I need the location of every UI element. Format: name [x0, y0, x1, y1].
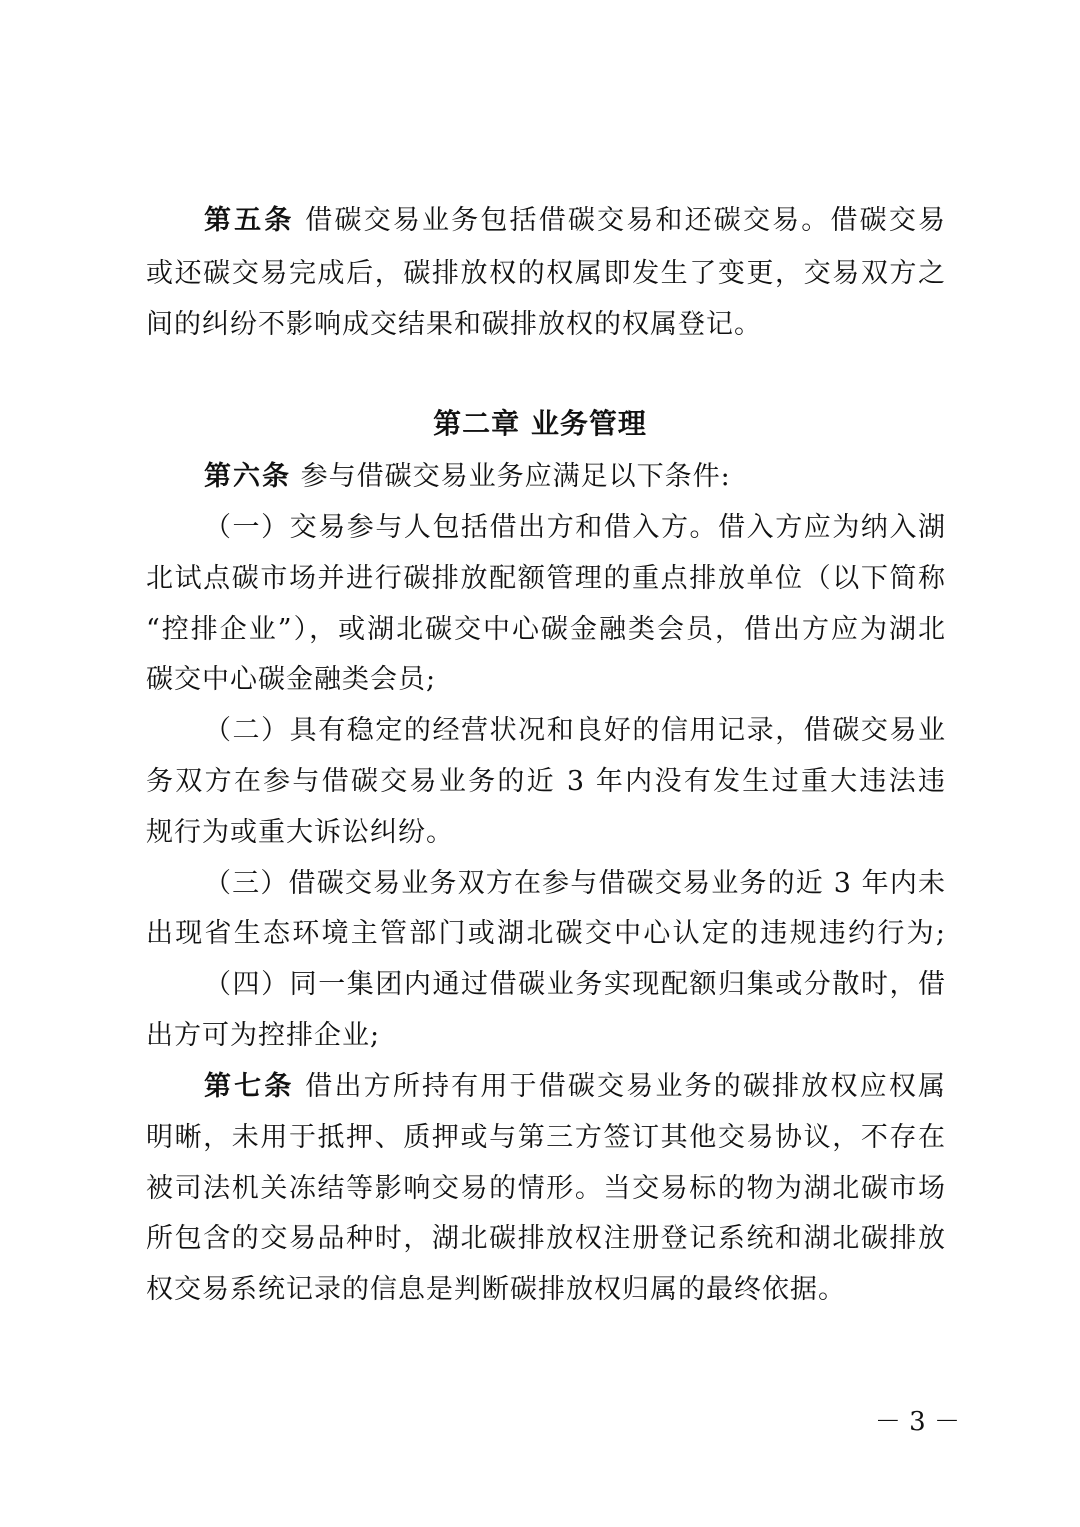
article6-item3-line-1: （三）借碳交易业务双方在参与借碳交易业务的近 3 年内未 [204, 868, 946, 899]
chapter-heading: 第二章 业务管理 [433, 407, 647, 440]
article7-label: 第七条 [204, 1071, 295, 1102]
article5-text-1: 借碳交易业务包括借碳交易和还碳交易。借碳交易 [305, 205, 946, 236]
article7-line-2: 明晰，未用于抵押、质押或与第三方签订其他交易协议，不存在 [146, 1122, 946, 1153]
article6-item4-line-1: （四）同一集团内通过借碳业务实现配额归集或分散时，借 [204, 969, 946, 1000]
article7-line-5: 权交易系统记录的信息是判断碳排放权归属的最终依据。 [146, 1274, 846, 1305]
article6-item1-line-3: “控排企业”），或湖北碳交中心碳金融类会员，借出方应为湖北 [146, 614, 946, 645]
article6-line-1 [204, 457, 946, 497]
article6-item3-line-2: 出现省生态环境主管部门或湖北碳交中心认定的违规违约行为; [146, 918, 946, 949]
article6-item1-line-2: 北试点碳市场并进行碳排放配额管理的重点排放单位（以下简称 [146, 563, 946, 594]
article6-label: 第六条 [204, 461, 291, 492]
article5-line-2: 或还碳交易完成后，碳排放权的权属即发生了变更，交易双方之 [146, 258, 946, 289]
article6-item2-line-3: 规行为或重大诉讼纠纷。 [146, 817, 454, 848]
article7-line-1 [204, 1067, 946, 1107]
article5-line-1 [204, 201, 946, 241]
article6-intro: 参与借碳交易业务应满足以下条件: [300, 461, 731, 492]
page-number: － 3 － [874, 1407, 960, 1437]
article7-text-1: 借出方所持有用于借碳交易业务的碳排放权应权属 [305, 1071, 946, 1102]
article5-label: 第五条 [204, 205, 295, 236]
article5-line-3: 间的纠纷不影响成交结果和碳排放权的权属登记。 [146, 309, 762, 340]
article6-item4-line-2: 出方可为控排企业; [146, 1020, 381, 1051]
article7-line-4: 所包含的交易品种时，湖北碳排放权注册登记系统和湖北碳排放 [146, 1223, 946, 1254]
article6-item2-line-2: 务双方在参与借碳交易业务的近 3 年内没有发生过重大违法违 [146, 766, 946, 797]
article6-item1-line-4: 碳交中心碳金融类会员; [146, 664, 437, 695]
article6-item2-line-1: （二）具有稳定的经营状况和良好的信用记录，借碳交易业 [204, 715, 946, 746]
article6-item1-line-1: （一）交易参与人包括借出方和借入方。借入方应为纳入湖 [204, 512, 946, 543]
article7-line-3: 被司法机关冻结等影响交易的情形。当交易标的物为湖北碳市场 [146, 1173, 946, 1204]
